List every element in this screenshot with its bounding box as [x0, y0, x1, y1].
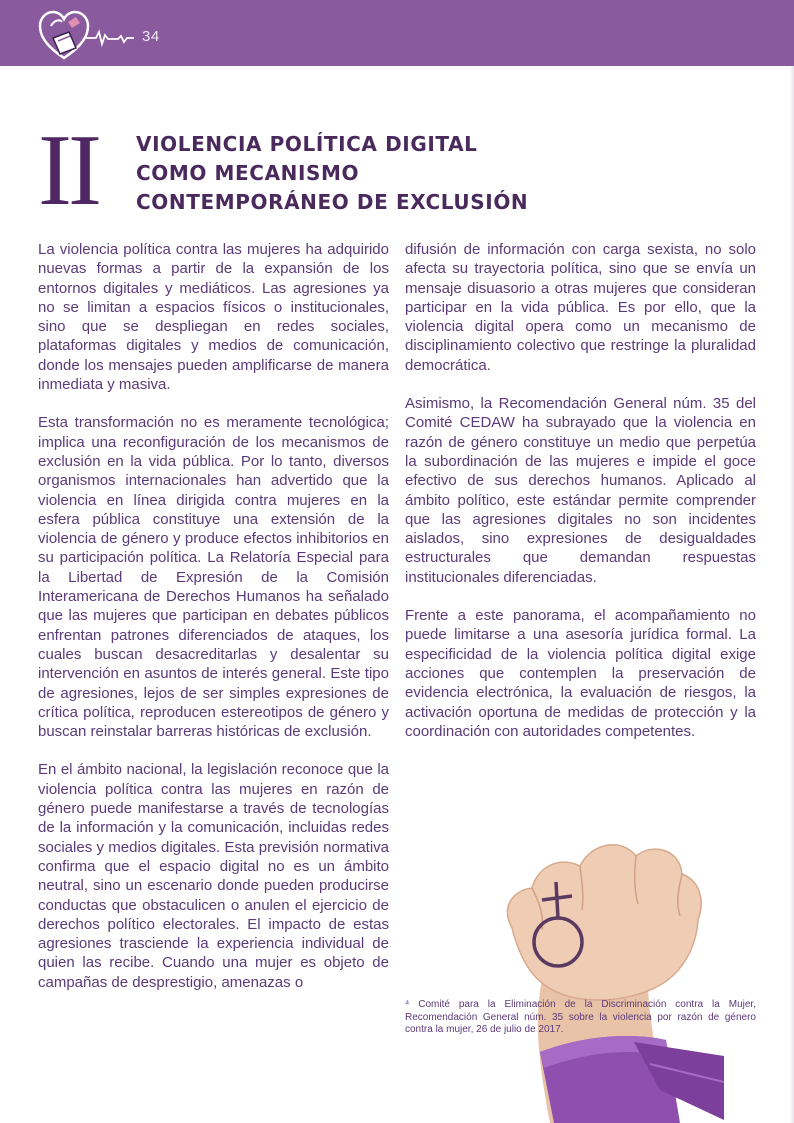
paragraph: La violencia política contra las mujeres ha adquirido nuevas formas a partir de la expansión de los entornos digitales y mediáticos. Las agresiones ya no se limitan a espacios físicos o institucionales, sino que se despliegan en redes sociales, plataformas digitales y medios de comunicación, donde los mensajes pueden amplificarse de manera inmediata y masiva. [38, 241, 389, 394]
paragraph: difusión de información con carga sexista, no solo afecta su trayectoria política, sino que se envía un mensaje disuasorio a otras mujeres que consideran participar en la vida pública. Es por ello, que la violencia digital opera como un mecanismo de disciplinamiento colectivo que restringe la pluralidad democrática. [405, 241, 756, 374]
paragraph: Frente a este panorama, el acompañamiento no puede limitarse a una asesoría jurídica formal. La especificidad de la violencia política digital exige acciones que contemplen la preservación de evidencia electrónica, la evaluación de riesgos, la activación oportuna de medidas de protección y la coordinación con autoridades competentes. [405, 607, 756, 740]
chapter-numeral: II [38, 114, 98, 227]
page-header [0, 0, 794, 66]
page-edge-shadow [790, 66, 794, 1123]
paragraph: Esta transformación no es meramente tecnológica; implica una reconfiguración de los mecanismos de exclusión en la vida pública. Por lo tanto, diversos organismos internacionales han advertido que la violencia en línea dirigida contra mujeres en la esfera pública constituye una extensión de la violencia de género y produce efectos inhibitorios en su participación política. La Relatoría Especial para la Libertad de Expresión de la Comisión Interamericana de Derechos Humanos ha señalado que las mujeres que participan en debates públicos enfrentan patrones diferenciados de ataques, los cuales buscan desacreditarlas y desalentar su intervención en asuntos de interés general. Este tipo de agresiones, lejos de ser simples expresiones de crítica política, reproducen estereotipos de género y buscan reinstalar barreras históricas de exclusión. [38, 414, 389, 741]
paragraph: En el ámbito nacional, la legislación reconoce que la violencia política contra las mujeres en razón de género puede manifestarse a través de tecnologías de la información y la comunicación, incluidas redes sociales y medios digitales. Esta previsión normativa confirma que el espacio digital no es un ámbito neutral, sino un escenario donde pueden producirse conductas que obstaculicen o anulen el ejercicio de derechos político electorales. El impacto de estas agresiones trasciende la experiencia individual de quien las recibe. Cuando una mujer es objeto de campañas de desprestigio, amenazas o [38, 761, 389, 991]
paragraph: Asimismo, la Recomendación General núm. 35 del Comité CEDAW ha subrayado que la violencia en razón de género constituye un medio que perpetúa la subordinación de las mujeres e impide el goce efectivo de sus derechos humanos. Aplicado al ámbito político, este estándar permite comprender que las agresiones digitales no son incidentes aislados, sino expresiones de desigualdades estructurales que demandan respuestas institucionales diferenciadas. [405, 395, 756, 586]
raised-fist-venus-symbol-icon [484, 820, 724, 1123]
chapter-title: VIOLENCIA POLÍTICA DIGITAL COMO MECANISMO CONTEMPORÁNEO DE EXCLUSIÓN [136, 132, 529, 214]
page-number: 34 [142, 28, 160, 45]
left-column [38, 240, 389, 1011]
heart-ballot-heartbeat-icon [38, 8, 138, 66]
footnote: ⁴ Comité para la Eliminación de la Discriminación contra la Mujer, Recomendación General núm. 35 sobre la violencia por razón de género contra la mujer, 26 de julio de 2017. [405, 999, 756, 1035]
right-column [405, 240, 756, 760]
